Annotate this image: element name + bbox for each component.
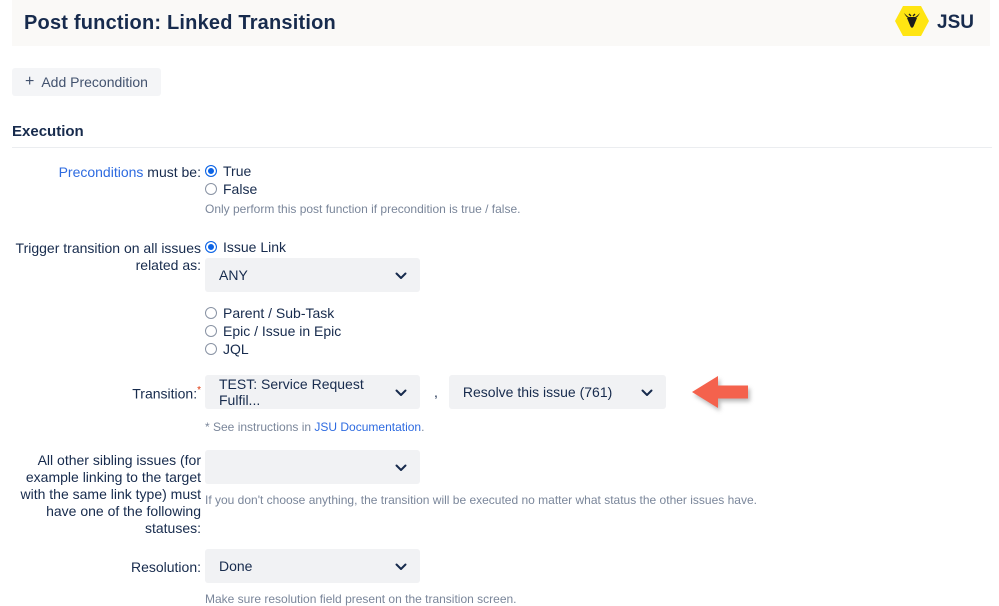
page-header (12, 0, 990, 46)
execution-form (0, 162, 999, 606)
radio-false[interactable]: False (205, 180, 999, 198)
jsu-logo-text: JSU (937, 12, 974, 33)
execution-section-heading: Execution (12, 123, 992, 148)
add-precondition-label: Add Precondition (41, 74, 148, 90)
link-type-value: ANY (219, 267, 248, 283)
resolution-row (0, 549, 999, 606)
jsu-hexagon-icon (894, 5, 930, 42)
resolution-value: Done (219, 558, 253, 574)
page-title: Post function: Linked Transition (24, 11, 336, 34)
radio-true-icon[interactable] (205, 165, 217, 177)
transition-row (0, 372, 999, 434)
preconditions-link[interactable]: Preconditions (58, 164, 144, 180)
jsu-logo (894, 5, 974, 42)
chevron-down-icon (641, 384, 653, 400)
transition-helper: * See instructions in JSU Documentation. (205, 420, 425, 434)
preconditions-label: Preconditions must be: (58, 164, 201, 180)
resolution-label: Resolution: (130, 559, 201, 575)
workflow-value: TEST: Service Request Fulfil... (219, 376, 364, 408)
required-asterisk: * (197, 385, 201, 396)
radio-epic-icon[interactable] (205, 325, 217, 337)
sibling-statuses-row (0, 450, 999, 537)
separator-comma: , (434, 384, 438, 400)
sibling-statuses-select[interactable] (205, 450, 420, 484)
radio-false-icon[interactable] (205, 183, 217, 195)
radio-parent-subtask-icon[interactable] (205, 307, 217, 319)
radio-issue-link-icon[interactable] (205, 241, 217, 253)
plus-icon: + (25, 73, 35, 90)
transition-label: Transition:* (132, 385, 201, 402)
chevron-down-icon (395, 267, 407, 283)
radio-jql-icon[interactable] (205, 343, 217, 355)
add-precondition-button[interactable] (12, 68, 161, 96)
preconditions-helper: Only perform this post function if precondition is true / false. (205, 202, 521, 216)
transition-select[interactable] (449, 375, 666, 409)
chevron-down-icon (395, 459, 407, 475)
trigger-row (0, 238, 999, 358)
sibling-statuses-label: All other sibling issues (for example linking to the target with the same link type) must have one of the following statuses: (20, 452, 201, 536)
transition-value: Resolve this issue (761) (462, 384, 613, 400)
sibling-statuses-helper: If you don't choose anything, the transition will be executed no matter what status the other issues have. (205, 493, 757, 507)
radio-jql[interactable]: JQL (205, 340, 999, 358)
radio-true[interactable]: True (205, 162, 999, 180)
radio-parent-subtask[interactable]: Parent / Sub-Task (205, 304, 999, 322)
radio-epic[interactable]: Epic / Issue in Epic (205, 322, 999, 340)
chevron-down-icon (395, 384, 407, 400)
chevron-down-icon (395, 558, 407, 574)
resolution-helper: Make sure resolution field present on the transition screen. (205, 592, 517, 606)
radio-issue-link[interactable]: Issue Link (205, 238, 999, 256)
workflow-select[interactable] (205, 375, 420, 409)
link-type-select[interactable] (205, 258, 420, 292)
preconditions-row (0, 162, 999, 216)
jsu-documentation-link[interactable]: JSU Documentation (314, 420, 422, 434)
resolution-select[interactable] (205, 549, 420, 583)
red-arrow-icon (688, 372, 752, 412)
trigger-label: Trigger transition on all issues related as: (15, 240, 201, 273)
